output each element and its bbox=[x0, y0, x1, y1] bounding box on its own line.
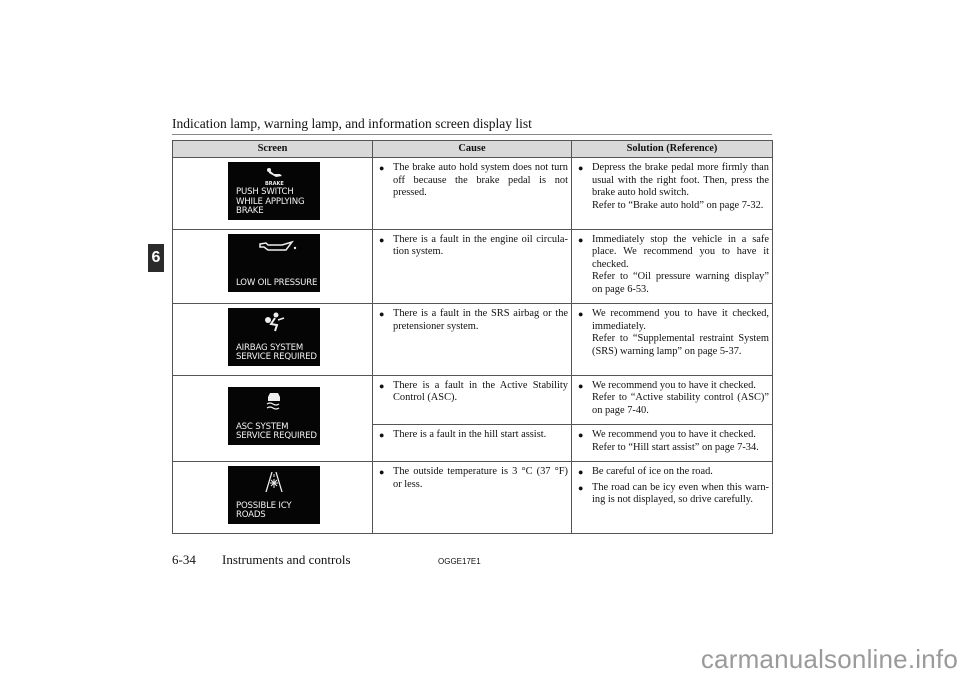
list-item bbox=[578, 308, 769, 358]
document-code: OGGE17E1 bbox=[438, 557, 481, 566]
header-rule bbox=[172, 134, 772, 135]
solution-text: We recommend you to have it checked. bbox=[592, 379, 756, 391]
bullet-icon: ● bbox=[578, 467, 584, 477]
screen-message: AIRBAG SYSTEM SERVICE REQUIRED bbox=[236, 342, 317, 363]
column-header-screen: Screen bbox=[173, 141, 373, 158]
cause-text: The outside temperature is 3 °C (37 °F) or less. bbox=[393, 466, 568, 490]
solution-text: The road can be icy even when this warn-ing is not displayed, so drive carefully. bbox=[592, 481, 769, 505]
bullet-icon: ● bbox=[379, 163, 385, 173]
oil-pressure-display bbox=[228, 234, 320, 292]
screen-message: ASC SYSTEM SERVICE REQUIRED bbox=[236, 421, 317, 442]
solution-cell bbox=[572, 425, 773, 462]
solution-cell bbox=[572, 304, 773, 376]
solution-cell bbox=[572, 158, 773, 230]
screen-cell bbox=[173, 462, 373, 534]
cause-text: There is a fault in the engine oil circula-tion system. bbox=[393, 233, 568, 257]
list-item bbox=[379, 466, 568, 491]
solution-cell bbox=[572, 462, 773, 534]
list-item bbox=[379, 308, 568, 333]
cause-text: There is a fault in the hill start assist. bbox=[393, 429, 547, 440]
airbag-display bbox=[228, 308, 320, 366]
list-item bbox=[578, 466, 769, 479]
solution-text: Depress the brake pedal more firmly than usual with the right foot. Then, press the brake auto hold switch. bbox=[592, 162, 769, 198]
solution-text: We recommend you to have it checked, immediately. bbox=[592, 308, 769, 332]
solution-cell bbox=[572, 229, 773, 304]
list-item bbox=[379, 380, 568, 405]
list-item bbox=[578, 429, 769, 454]
solution-reference: Refer to “Hill start assist” on page 7-34. bbox=[592, 441, 759, 453]
screen-cell bbox=[173, 304, 373, 376]
column-header-cause: Cause bbox=[373, 141, 572, 158]
cause-cell bbox=[373, 375, 572, 425]
bullet-icon: ● bbox=[578, 163, 584, 173]
list-item bbox=[578, 162, 769, 212]
list-item bbox=[578, 380, 769, 418]
cause-cell bbox=[373, 229, 572, 304]
icy-road-display bbox=[228, 466, 320, 524]
cause-text: There is a fault in the Active Stability Control (ASC). bbox=[393, 379, 568, 403]
screen-message: LOW OIL PRESSURE bbox=[236, 277, 318, 288]
solution-cell bbox=[572, 375, 773, 425]
list-item bbox=[578, 482, 769, 507]
page-number: 6-34 bbox=[172, 552, 196, 567]
list-item bbox=[379, 429, 568, 442]
table-row bbox=[173, 158, 773, 230]
watermark: carmanualsonline.info bbox=[700, 644, 958, 674]
list-item bbox=[379, 234, 568, 259]
cause-cell bbox=[373, 462, 572, 534]
indication-table bbox=[172, 140, 773, 534]
brake-hold-icon bbox=[265, 167, 285, 178]
screen-cell bbox=[173, 229, 373, 304]
screen-cell bbox=[173, 158, 373, 230]
solution-reference: Refer to “Oil pressure warning display” on page 6-53. bbox=[592, 271, 769, 295]
bullet-icon: ● bbox=[578, 234, 584, 245]
bullet-icon: ● bbox=[578, 309, 584, 319]
table-row bbox=[173, 375, 773, 425]
cause-cell bbox=[373, 304, 572, 376]
screen-cell bbox=[173, 375, 373, 462]
running-head: Indication lamp, warning lamp, and information screen display list bbox=[172, 116, 532, 131]
bullet-icon: ● bbox=[578, 430, 584, 440]
table-header-row bbox=[173, 141, 773, 158]
solution-reference: Refer to “Brake auto hold” on page 7-32. bbox=[592, 199, 764, 211]
screen-message: PUSH SWITCH WHILE APPLYING BRAKE bbox=[236, 187, 305, 217]
bullet-icon: ● bbox=[379, 234, 385, 245]
bullet-icon: ● bbox=[379, 430, 385, 440]
bullet-icon: ● bbox=[578, 380, 584, 391]
solution-reference: Refer to “Active stability control (ASC)” on page 7-40. bbox=[592, 392, 769, 416]
screen-message: POSSIBLE ICY ROADS bbox=[236, 500, 292, 521]
icy-road-icon bbox=[264, 470, 284, 494]
table-row bbox=[173, 462, 773, 534]
bullet-icon: ● bbox=[379, 309, 385, 319]
bullet-icon: ● bbox=[379, 380, 385, 391]
solution-text: Immediately stop the vehicle in a safe place. We recommend you to have it checked. bbox=[592, 233, 769, 270]
solution-text: Be careful of ice on the road. bbox=[592, 466, 713, 477]
brake-caption: BRAKE bbox=[265, 181, 284, 187]
list-item bbox=[379, 162, 568, 200]
cause-text: The brake auto hold system does not turn off because the brake pedal is not pressed. bbox=[393, 162, 568, 198]
oil-can-icon bbox=[258, 240, 298, 254]
bullet-icon: ● bbox=[578, 482, 584, 493]
chapter-tab[interactable]: 6 bbox=[148, 244, 164, 272]
table-row bbox=[173, 304, 773, 376]
cause-cell bbox=[373, 425, 572, 462]
cause-cell bbox=[373, 158, 572, 230]
cause-text: There is a fault in the SRS airbag or the pretensioner system. bbox=[393, 308, 568, 332]
solution-reference: Refer to “Supplemental restraint System (SRS) warning lamp” on page 5-37. bbox=[592, 333, 769, 357]
list-item bbox=[578, 234, 769, 297]
bullet-icon: ● bbox=[379, 467, 385, 477]
asc-skid-icon bbox=[265, 390, 283, 410]
chapter-name: Instruments and controls bbox=[222, 552, 351, 567]
table-row bbox=[173, 229, 773, 304]
airbag-icon bbox=[262, 312, 288, 332]
solution-text: We recommend you to have it checked. bbox=[592, 429, 756, 440]
column-header-solution: Solution (Reference) bbox=[572, 141, 773, 158]
brake-hold-display bbox=[228, 162, 320, 220]
asc-display bbox=[228, 387, 320, 445]
